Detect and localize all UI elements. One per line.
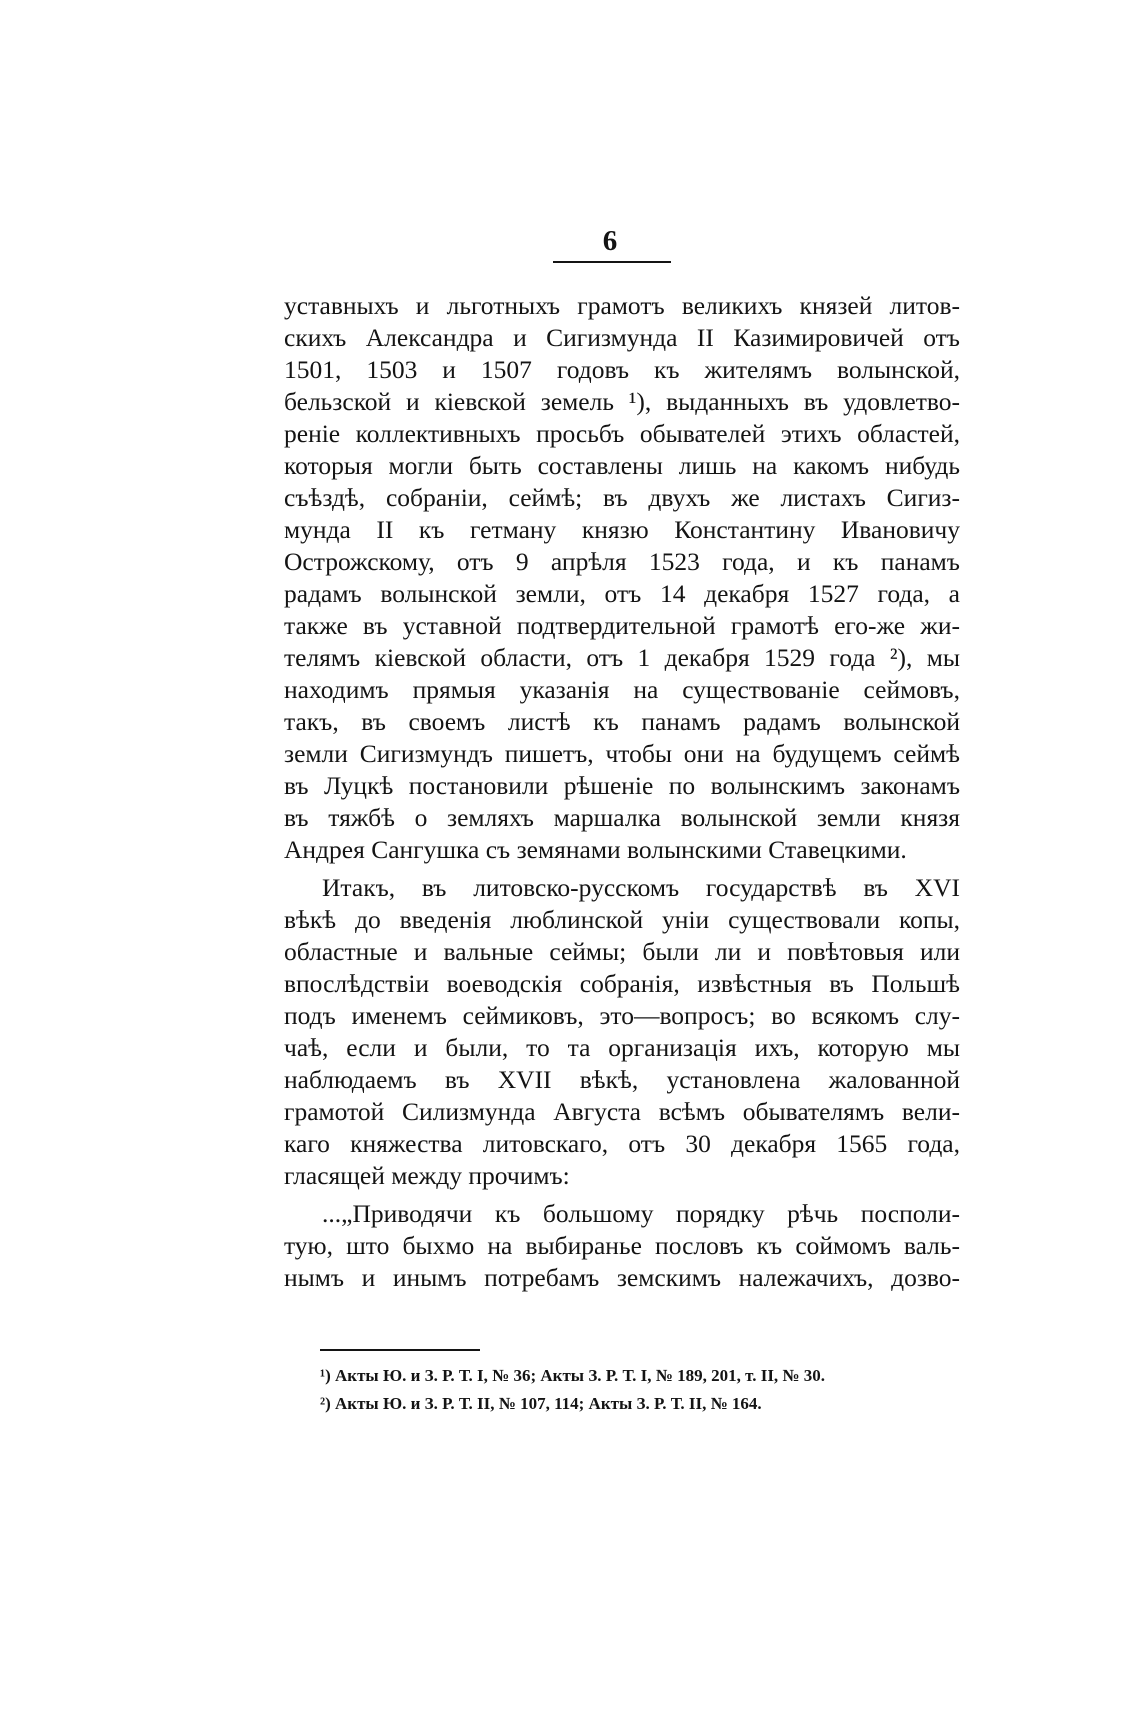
text-line: скихъ Александра и Сигизмунда II Казимировичей отъ [284,323,960,352]
text-line: нымъ и инымъ потребамъ земскимъ належачихъ, дозво- [284,1263,960,1292]
text-line: 1501, 1503 и 1507 годовъ къ жителямъ волынской, [284,355,960,384]
text-line: которыя могли быть составлены лишь на какомъ нибудь [284,451,960,480]
text-line: областные и вальные сеймы; были ли и повѣтовыя или [284,937,960,966]
text-line: ...„Приводячи къ большому порядку рѣчь посполи- [322,1199,960,1228]
text-line: гласящей между прочимъ: [284,1161,570,1190]
text-line: уставныхъ и льготныхъ грамотъ великихъ князей литов- [284,291,960,320]
text-line: вѣкѣ до введенія люблинской уніи существовали копы, [284,905,960,934]
page-number-rule [553,261,671,263]
text-line: такъ, въ своемъ листѣ къ панамъ радамъ волынской [284,707,960,736]
footnote: ²) Акты Ю. и З. Р. Т. II, № 107, 114; Акты З. Р. Т. II, № 164. [320,1394,762,1413]
page-number: 6 [602,225,618,257]
text-line: телямъ кіевской области, отъ 1 декабря 1529 года ²), мы [284,643,960,672]
text-line: впослѣдствіи воеводскія собранія, извѣстныя въ Польшѣ [284,969,960,998]
text-line: Андрея Сангушка съ земянами волынскими Ставецкими. [284,835,907,864]
text-line: находимъ прямыя указанія на существованіе сеймовъ, [284,675,960,704]
text-line: Итакъ, въ литовско-русскомъ государствѣ въ XVI [322,873,960,902]
text-line: подъ именемъ сеймиковъ, это—вопросъ; во всякомъ слу- [284,1001,960,1030]
text-line: бельзской и кіевской земель ¹), выданныхъ въ удовлетво- [284,387,960,416]
text-line: реніе коллективныхъ просьбъ обывателей этихъ областей, [284,419,960,448]
text-line: мунда II къ гетману князю Константину Ивановичу [284,515,960,544]
text-line: чаѣ, если и были, то та организація ихъ, которую мы [284,1033,960,1062]
text-line: съѣздѣ, собраніи, сеймѣ; въ двухъ же листахъ Сигиз- [284,483,960,512]
text-line: въ Луцкѣ постановили рѣшеніе по волынскимъ законамъ [284,771,960,800]
text-line: грамотой Силизмунда Августа всѣмъ обывателямъ вели- [284,1097,960,1126]
text-line: радамъ волынской земли, отъ 14 декабря 1527 года, а [284,579,960,608]
footnote-rule [320,1349,480,1351]
text-line: тую, што быхмо на выбиранье пословъ къ соймомъ валь- [284,1231,960,1260]
text-line: земли Сигизмундъ пишетъ, чтобы они на будущемъ сеймѣ [284,739,960,768]
footnote: ¹) Акты Ю. и З. Р. Т. I, № 36; Акты З. Р. Т. I, № 189, 201, т. II, № 30. [320,1366,826,1385]
text-line: каго княжества литовскаго, отъ 30 декабря 1565 года, [284,1129,960,1158]
text-line: въ тяжбѣ о земляхъ маршалка волынской земли князя [284,803,960,832]
text-line: также въ уставной подтвердительной грамотѣ его-же жи- [284,611,960,640]
text-line: наблюдаемъ въ XVII вѣкѣ, установлена жалованной [284,1065,960,1094]
text-line: Острожскому, отъ 9 апрѣля 1523 года, и къ панамъ [284,547,960,576]
